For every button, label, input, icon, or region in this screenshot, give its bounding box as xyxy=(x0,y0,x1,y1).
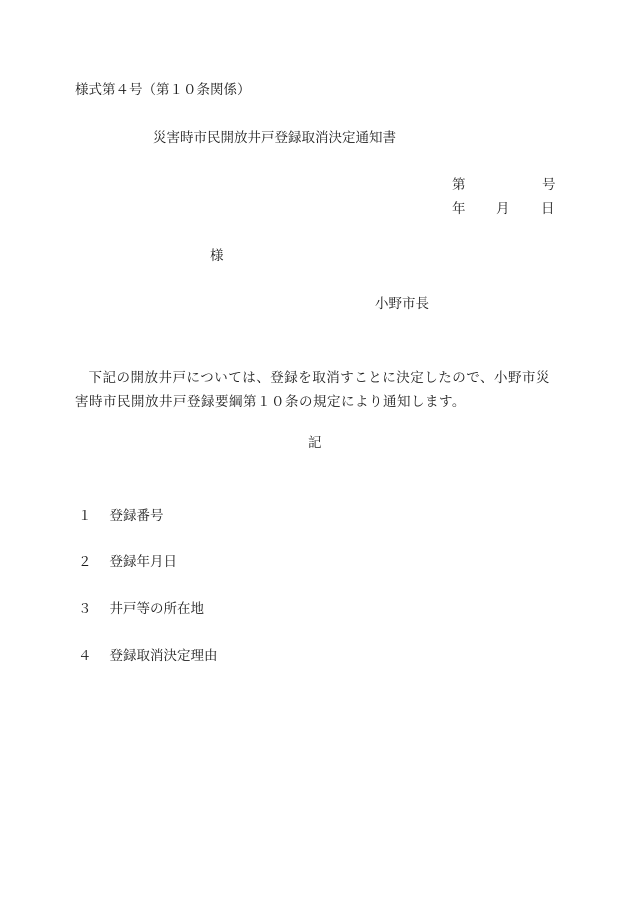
date-day: 日 xyxy=(541,201,555,217)
issuer: 小野市長 xyxy=(375,296,429,312)
list-item xyxy=(78,603,204,617)
date-month: 月 xyxy=(496,201,510,217)
item-label: 井戸等の所在地 xyxy=(109,601,204,617)
date-year: 年 xyxy=(452,201,466,217)
ki-heading: 記 xyxy=(308,435,322,451)
item-label: 登録番号 xyxy=(109,508,164,524)
doc-number-prefix: 第 xyxy=(452,177,466,193)
item-number: ３ xyxy=(78,601,92,617)
item-number: １ xyxy=(78,508,92,524)
item-label: 登録年月日 xyxy=(109,554,177,570)
doc-number-suffix: 号 xyxy=(542,177,556,193)
item-number: ２ xyxy=(78,554,92,570)
list-item xyxy=(78,510,164,524)
body-text: 下記の開放井戸については、登録を取消すことに決定したので、小野市災害時市民開放井戸登録要綱第１０条の規定により通知します。 xyxy=(75,370,550,410)
list-item xyxy=(78,650,218,664)
item-label: 登録取消決定理由 xyxy=(109,648,218,664)
addressee: 様 xyxy=(210,248,224,264)
form-number: 様式第４号（第１０条関係） xyxy=(75,82,251,98)
item-number: ４ xyxy=(78,648,92,664)
document-title: 災害時市民開放井戸登録取消決定通知書 xyxy=(153,130,396,146)
list-item xyxy=(78,556,177,570)
